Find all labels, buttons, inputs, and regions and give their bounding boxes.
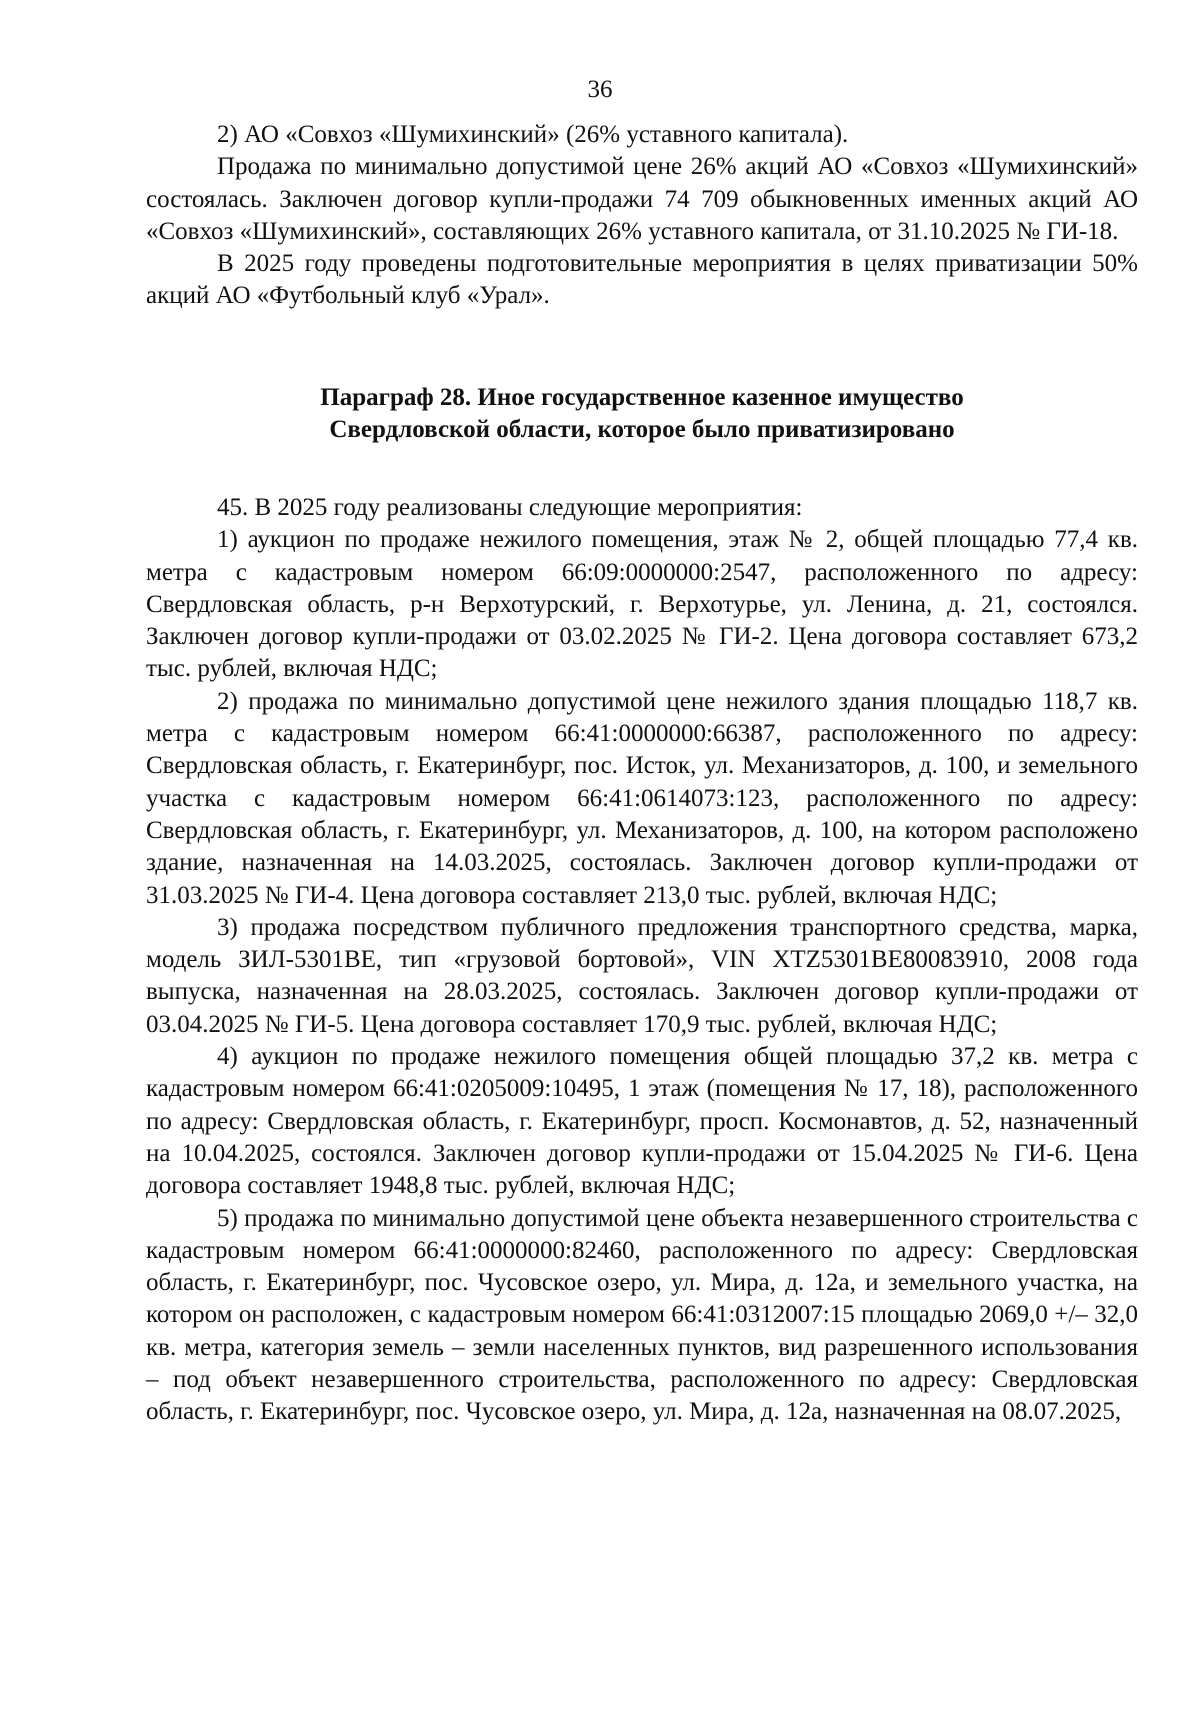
- paragraph-ural-preparation: В 2025 году проведены подготовительные мероприятия в целях приватизации 50% акций АО «Футбольный клуб «Урал».: [146, 250, 1138, 310]
- intro-section: [146, 119, 1138, 313]
- paragraph-item-5-unfinished-construction: 5) продажа по минимально допустимой цене объекта незавершенного строительства с кадастровым номером 66:41:0000000:82460, расположенного по адресу: Свердловская область, г. Екатеринбург, пос. Чусовское озеро, ул. Мира, д. 12а, и земельного участка, на котором он расположен, с кадастровым номером 66:41:0312007:15 площадью 2069,0 +/– 32,0 кв. метра, категория земель – земли населенных пунктов, вид разрешенного использования – под объект незавершенного строительства, расположенного по адресу: Свердловская область, г. Екатеринбург, пос. Чусовское озеро, ул. Мира, д. 12а, назначенная на 08.07.2025,: [146, 1204, 1138, 1426]
- paragraph-item-45-intro: 45. В 2025 году реализованы следующие мероприятия:: [217, 494, 803, 521]
- paragraph-item-1-auction: 1) аукцион по продаже нежилого помещения, этаж № 2, общей площадью 77,4 кв. метра с кадастровым номером 66:09:0000000:2547, расположенного по адресу: Свердловская область, р-н Верхотурский, г. Верхотурье, ул. Ленина, д. 21, состоялся. Заключен договор купли-продажи от 03.02.2025 № ГИ-2. Цена договора составляет 673,2 тыс. рублей, включая НДС;: [146, 526, 1138, 683]
- section-heading: [146, 382, 1138, 446]
- section-heading-line-2: Свердловской области, которое было приватизировано: [329, 416, 955, 443]
- page-number: 36: [587, 76, 613, 103]
- paragraph-item-2-building-sale: 2) продажа по минимально допустимой цене нежилого здания площадью 118,7 кв. метра с кадастровым номером 66:41:0000000:66387, расположенного по адресу: Свердловская область, г. Екатеринбург, пос. Исток, ул. Механизаторов, д. 100, и земельного участка с кадастровым номером 66:41:0614073:123, расположенного по адресу: Свердловская область, г. Екатеринбург, ул. Механизаторов, д. 100, на котором расположено здание, назначенная на 14.03.2025, состоялась. Заключен договор купли-продажи от 31.03.2025 № ГИ-4. Цена договора составляет 213,0 тыс. рублей, включая НДС;: [146, 687, 1138, 909]
- paragraph-shumikhinsky-sale: Продажа по минимально допустимой цене 26% акций АО «Совхоз «Шумихинский» состоялась. Заключен договор купли-продажи 74 709 обыкновенных именных акций АО «Совхоз «Шумихинский», составляющих 26% уставного капитала, от 31.10.2025 № ГИ-18.: [146, 153, 1138, 245]
- section-heading-line-1: Параграф 28. Иное государственное казенное имущество: [320, 384, 964, 411]
- paragraph-item-3-vehicle-sale: 3) продажа посредством публичного предложения транспортного средства, марка, модель ЗИЛ-5301ВЕ, тип «грузовой бортовой», VIN XTZ5301BE80083910, 2008 года выпуска, назначенная на 28.03.2025, состоялась. Заключен договор купли-продажи от 03.04.2025 № ГИ-5. Цена договора составляет 170,9 тыс. рублей, включая НДС;: [146, 913, 1138, 1038]
- paragraph-item-4-auction: 4) аукцион по продаже нежилого помещения общей площадью 37,2 кв. метра с кадастровым номером 66:41:0205009:10495, 1 этаж (помещения № 17, 18), расположенного по адресу: Свердловская область, г. Екатеринбург, просп. Космонавтов, д. 52, назначенный на 10.04.2025, состоялся. Заключен договор купли-продажи от 15.04.2025 № ГИ-6. Цена договора составляет 1948,8 тыс. рублей, включая НДС;: [146, 1043, 1138, 1200]
- paragraph-shumikhinsky-title: 2) АО «Совхоз «Шумихинский» (26% уставного капитала).: [217, 121, 849, 148]
- section-body: [146, 492, 1138, 1429]
